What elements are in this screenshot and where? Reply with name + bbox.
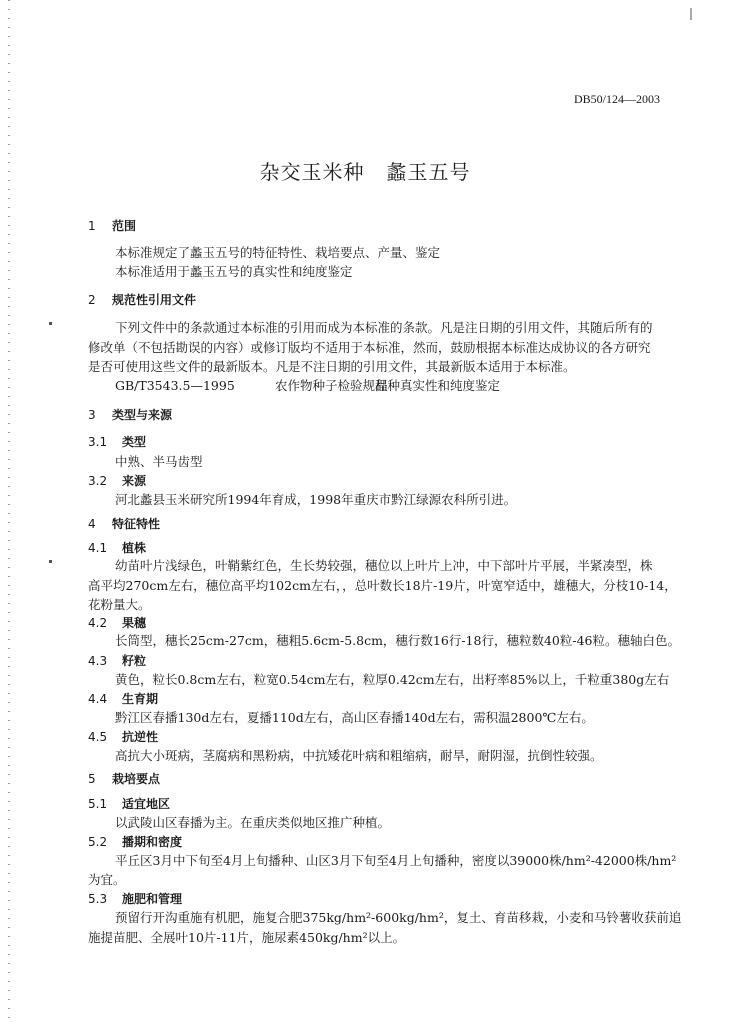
reference-code: GB/T3543.5—1995 [115, 378, 235, 393]
section-2-heading: 2 规范性引用文件 [88, 293, 197, 307]
section-2-paragraph: 下列文件中的条款通过本标准的引用而成为本标准的条款。凡是注日期的引用文件，其随后所有的 [115, 320, 653, 335]
section-5-heading: 5 栽培要点 [88, 772, 161, 786]
subsection-4-1-text: 花粉量大。 [88, 597, 151, 612]
document-number: DB50/124—2003 [573, 92, 660, 106]
reference-name: 农作物种子检验规程 [275, 378, 388, 393]
section-1-paragraph: 本标准规定了蠡玉五号的特征特性、栽培要点、产量、鉴定 [115, 245, 441, 260]
subsection-4-4-heading: 4.4 生育期 [88, 692, 159, 706]
subsection-5-2-text: 为宜。 [88, 872, 126, 887]
subsection-5-1-text: 以武陵山区春播为主。在重庆类似地区推广种植。 [115, 815, 391, 830]
subsection-5-3-text: 预留行开沟重施有机肥，施复合肥375kg/hm²-600kg/hm²，复土、育苗移栽，小麦和马铃薯收获前追 [115, 910, 682, 925]
scan-mark [49, 560, 52, 563]
subsection-4-2-heading: 4.2 果穗 [88, 616, 147, 630]
reference-subtitle: 品种真实性和纯度鉴定 [375, 378, 501, 393]
section-4-heading: 4 特征特性 [88, 517, 161, 531]
subsection-4-5-text: 高抗大小斑病，茎腐病和黑粉病，中抗矮花叶病和粗缩病，耐旱，耐阴湿，抗倒性较强。 [115, 748, 603, 763]
scan-mark [690, 8, 692, 20]
scan-mark [49, 322, 52, 325]
subsection-4-1-text: 高平均270cm左右，穗位高平均102cm左右，，总叶数长18片-19片，叶宽窄适中，雄穗大，分枝10-14， [88, 578, 677, 593]
subsection-4-1-heading: 4.1 植株 [88, 541, 147, 555]
subsection-4-1-text: 幼苗叶片浅绿色，叶鞘紫红色，生长势较强，穗位以上叶片上冲，中下部叶片平展，半紧凑型，株 [115, 558, 653, 573]
subsection-3-1-heading: 3.1 类型 [88, 435, 147, 449]
subsection-4-3-text: 黄色，粒长0.8cm左右，粒宽0.54cm左右，粒厚0.42cm左右，出籽率85%以上，千粒重380g左右 [115, 672, 670, 687]
scan-edge-dots [8, 0, 10, 1024]
title-part-1: 杂交玉米种 [259, 160, 365, 184]
subsection-4-2-text: 长筒型，穗长25cm-27cm，穗粗5.6cm-5.8cm，穗行数16行-18行，穗粒数40粒-46粒。穗轴白色。 [115, 633, 681, 648]
subsection-4-4-text: 黔江区春播130d左右，夏播110d左右，高山区春播140d左右，需积温2800℃左右。 [115, 710, 594, 725]
subsection-4-3-heading: 4.3 籽粒 [88, 654, 147, 668]
section-1-heading: 1 范围 [88, 219, 137, 233]
subsection-3-1-text: 中熟、半马齿型 [115, 454, 203, 469]
subsection-4-5-heading: 4.5 抗逆性 [88, 730, 159, 744]
title-part-2: 蠡玉五号 [386, 160, 471, 184]
section-3-heading: 3 类型与来源 [88, 408, 173, 422]
section-2-paragraph: 修改单（不包括勘误的内容）或修订版均不适用于本标准，然而，鼓励根据本标准达成协议的各方研究 [88, 340, 651, 355]
section-1-paragraph: 本标准适用于蠡玉五号的真实性和纯度鉴定 [115, 264, 353, 279]
normative-reference [115, 378, 500, 394]
subsection-5-3-heading: 5.3 施肥和管理 [88, 892, 183, 906]
subsection-3-2-heading: 3.2 来源 [88, 474, 147, 488]
document-title [0, 156, 730, 185]
subsection-5-3-text: 施提苗肥、全展叶10片-11片，施尿素450kg/hm²以上。 [88, 930, 406, 945]
subsection-5-1-heading: 5.1 适宜地区 [88, 797, 171, 811]
subsection-3-2-text: 河北蠡县玉米研究所1994年育成，1998年重庆市黔江绿源农科所引进。 [115, 492, 517, 507]
subsection-5-2-heading: 5.2 播期和密度 [88, 835, 183, 849]
subsection-5-2-text: 平丘区3月中下旬至4月上旬播种、山区3月下旬至4月上旬播种，密度以39000株/hm²-42000株/hm² [115, 853, 677, 868]
section-2-paragraph: 是否可使用这些文件的最新版本。凡是不注日期的引用文件，其最新版本适用于本标准。 [88, 359, 576, 374]
